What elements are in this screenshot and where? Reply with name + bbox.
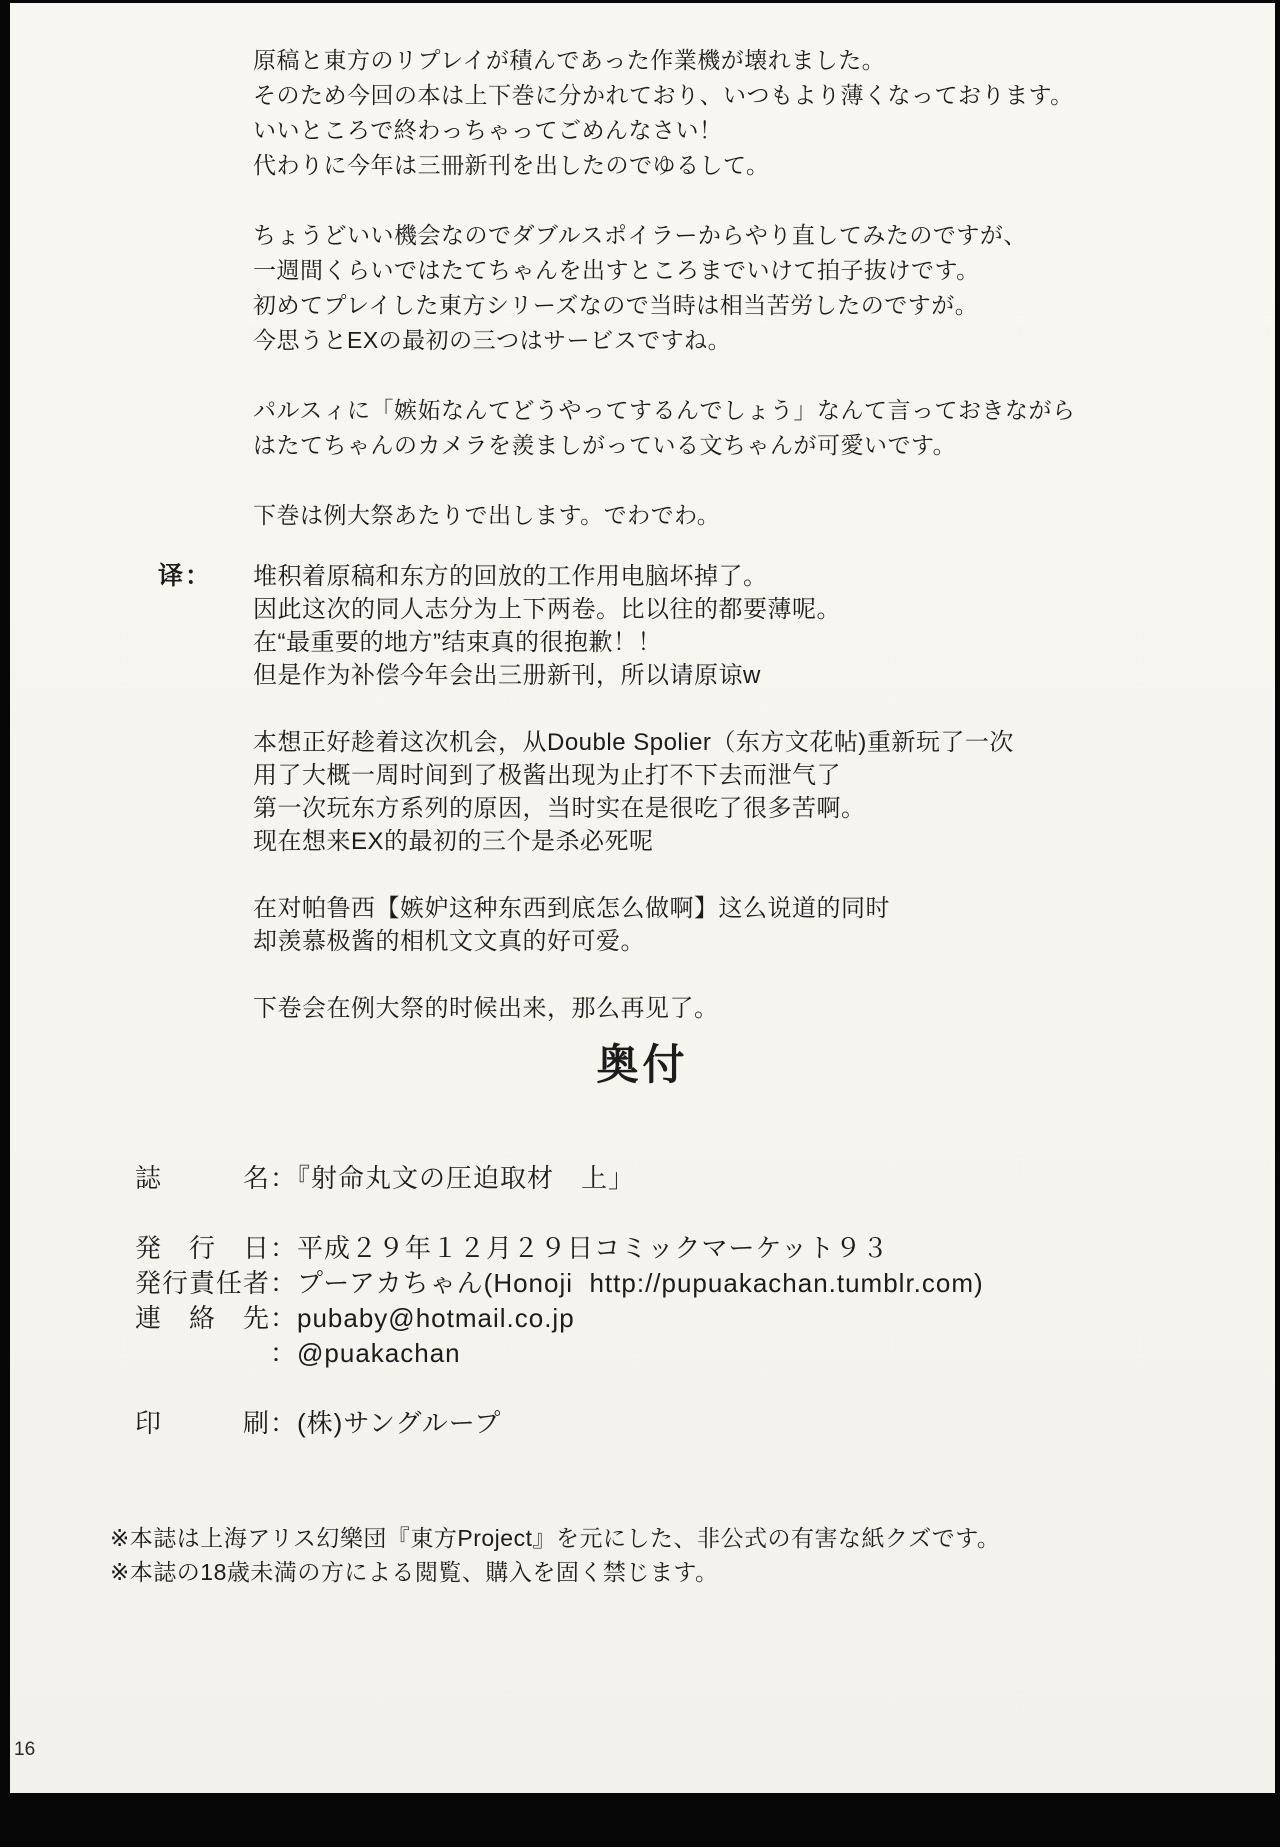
text-paragraph (110, 1521, 1275, 1589)
colophon-title: 奥付 (596, 1041, 689, 1088)
text-line: パルスィに「嫉妬なんてどうやってするんでしょう」なんて言っておきながら (253, 397, 1076, 423)
text-paragraph (135, 1161, 1275, 1196)
text-paragraph (253, 992, 1263, 1025)
text-line: 発 行 日：平成２９年１２月２９日コミックマーケット９３ (135, 1233, 890, 1263)
translation-label: 译： (158, 562, 213, 590)
text-line: 発行責任者：プーアカちゃん(Honoji http://pupuakachan.tumblr.com) (135, 1268, 984, 1298)
text-line: 本想正好趁着这次机会，从Double Spolier（东方文花帖)重新玩了一次 (253, 729, 1014, 756)
text-line: いいところで終わっちゃってごめんなさい！ (253, 117, 723, 143)
text-line: 下巻は例大祭あたりで出します。でわでわ。 (253, 502, 721, 528)
text-line: ※本誌は上海アリス幻樂団『東方Project』を元にした、非公式の有害な紙クズです。 (110, 1525, 1001, 1551)
chinese-translation-text (253, 560, 1275, 1025)
text-line: はたてちゃんのカメラを羨ましがっている文ちゃんが可愛いです。 (253, 432, 957, 458)
text-line: 但是作为补偿今年会出三册新刊，所以请原谅w (253, 662, 761, 689)
text-line: ※本誌の18歳未満の方による閲覧、購入を固く禁じます。 (110, 1559, 719, 1585)
scanned-page (10, 3, 1275, 1793)
text-line: ：@puakachan (135, 1338, 461, 1368)
disclaimer-text (10, 1521, 1275, 1589)
japanese-afterword-text (10, 3, 1275, 533)
text-line: 原稿と東方のリプレイが積んであった作業機が壊れました。 (253, 47, 886, 73)
text-line: 堆积着原稿和东方的回放的工作用电脑坏掉了。 (253, 563, 768, 590)
text-line: 却羡慕极酱的相机文文真的好可爱。 (253, 928, 645, 955)
text-line: 初めてプレイした東方シリーズなので当時は相当苦労したのですが。 (253, 292, 979, 318)
text-line: 一週間くらいではたてちゃんを出すところまでいけて拍子抜けです。 (253, 257, 980, 283)
text-line: 用了大概一周时间到了极酱出现为止打不下去而泄气了 (253, 762, 841, 789)
text-paragraph (135, 1231, 1275, 1371)
text-paragraph (135, 1406, 1275, 1441)
text-paragraph (253, 43, 1259, 183)
text-line: 下卷会在例大祭的时候出来，那么再见了。 (253, 995, 719, 1022)
text-paragraph (253, 726, 1263, 858)
text-paragraph (253, 393, 1259, 463)
colophon-details (10, 1161, 1275, 1441)
text-line: 因此这次的同人志分为上下两卷。比以往的都要薄呢。 (253, 596, 841, 623)
text-line: ちょうどいい機会なのでダブルスポイラーからやり直してみたのですが、 (253, 222, 1027, 248)
text-line: 在“最重要的地方”结束真的很抱歉！！ (253, 629, 662, 656)
page-number: 16 (14, 1739, 36, 1760)
text-paragraph (253, 498, 1259, 533)
text-line: 誌 名：『射命丸文の圧迫取材 上」 (135, 1163, 636, 1193)
text-paragraph (253, 892, 1263, 958)
text-line: 在对帕鲁西【嫉妒这种东西到底怎么做啊】这么说道的同时 (253, 895, 890, 922)
translation-section (10, 560, 1275, 1025)
text-line: 现在想来EX的最初的三个是杀必死呢 (253, 828, 654, 855)
text-line: 代わりに今年は三冊新刊を出したのでゆるして。 (253, 152, 770, 178)
text-line: 印 刷：(株)サングループ (135, 1408, 502, 1438)
text-line: 連 絡 先：pubaby@hotmail.co.jp (135, 1303, 575, 1333)
text-line: 今思うとEXの最初の三つはサービスですね。 (253, 327, 732, 353)
text-line: そのため今回の本は上下巻に分かれており、いつもより薄くなっております。 (253, 82, 1074, 108)
text-line: 第一次玩东方系列的原因，当时实在是很吃了很多苦啊。 (253, 795, 866, 822)
text-paragraph (253, 218, 1259, 358)
text-paragraph (253, 560, 1263, 692)
